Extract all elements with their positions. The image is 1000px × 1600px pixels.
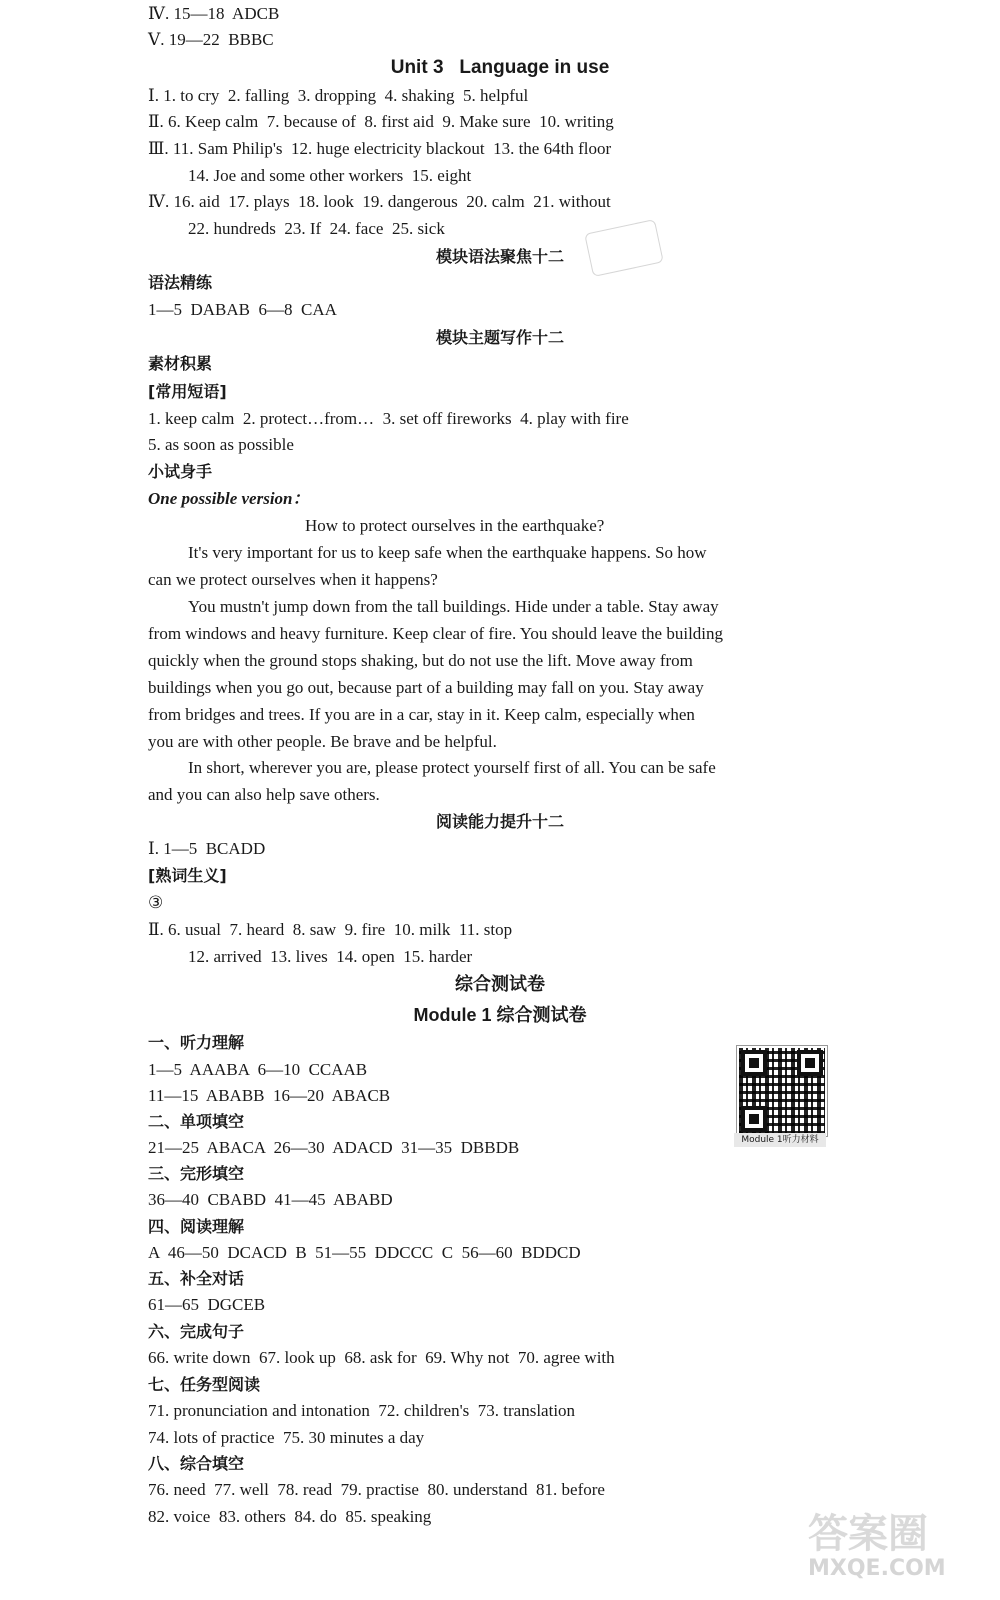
qr-caption: Module 1听力材料 — [734, 1133, 826, 1147]
subsection-heading: 一、听力理解 — [148, 1033, 245, 1052]
subsection-heading: 四、阅读理解 — [148, 1217, 245, 1236]
answer-line: Ⅳ. 16. aid 17. plays 18. look 19. dangerous 20. calm 21. without — [148, 192, 611, 211]
module-title: Module 1 综合测试卷 — [413, 1005, 587, 1025]
answer-line: 74. lots of practice 75. 30 minutes a day — [148, 1428, 425, 1447]
essay-line: you are with other people. Be brave and be helpful. — [148, 732, 497, 751]
subsection-heading: 三、完形填空 — [148, 1164, 245, 1183]
essay-line: It's very important for us to keep safe when the earthquake happens. So how — [188, 543, 707, 562]
answer-line: Ⅰ. 1—5 BCADD — [148, 839, 266, 858]
essay-line: can we protect ourselves when it happens? — [148, 570, 438, 589]
version-label: One possible version： — [148, 489, 310, 508]
subsection-heading: 七、任务型阅读 — [148, 1375, 261, 1394]
answer-line: Ⅰ. 1. to cry 2. falling 3. dropping 4. shaking 5. helpful — [148, 86, 529, 105]
answer-line: 5. as soon as possible — [148, 435, 294, 454]
unit-title: Unit 3 Language in use — [390, 57, 610, 78]
essay-line: buildings when you go out, because part of a building may fall on you. Stay away — [148, 678, 704, 697]
subsection-heading: 六、完成句子 — [148, 1322, 245, 1341]
section-title: 模块主题写作十二 — [435, 328, 564, 347]
essay-line: and you can also help save others. — [148, 785, 380, 804]
answer-line: 22. hundreds 23. If 24. face 25. sick — [188, 219, 445, 238]
circled-number: ③ — [148, 893, 164, 912]
answer-line: 36—40 CBABD 41—45 ABABD — [148, 1190, 393, 1209]
qr-code-icon[interactable] — [737, 1046, 827, 1136]
answer-line: 71. pronunciation and intonation 72. children's 73. translation — [148, 1401, 576, 1420]
watermark-logo: 答案圈 MXQE.COM — [808, 1511, 946, 1581]
answer-line: Ⅱ. 6. usual 7. heard 8. saw 9. fire 10. milk 11. stop — [148, 920, 513, 939]
subsection-heading: 小试身手 — [148, 462, 213, 481]
essay-line: from bridges and trees. If you are in a car, stay in it. Keep calm, especially when — [148, 705, 695, 724]
answer-line: Ⅲ. 11. Sam Philip's 12. huge electricity blackout 13. the 64th floor — [148, 139, 612, 158]
subsection-heading: [常用短语] — [148, 382, 227, 401]
section-title: 阅读能力提升十二 — [435, 812, 564, 831]
answer-line: A 46—50 DCACD B 51—55 DDCCC C 56—60 BDDCD — [148, 1243, 581, 1262]
essay-line: You mustn't jump down from the tall buildings. Hide under a table. Stay away — [188, 597, 719, 616]
essay-line: quickly when the ground stops shaking, but do not use the lift. Move away from — [148, 651, 693, 670]
answer-line: 14. Joe and some other workers 15. eight — [188, 166, 472, 185]
subsection-heading: 五、补全对话 — [148, 1269, 245, 1288]
subsection-heading: [熟词生义] — [148, 866, 227, 885]
subsection-heading: 语法精练 — [148, 273, 213, 292]
essay-line: In short, wherever you are, please protect yourself first of all. You can be safe — [188, 758, 716, 777]
answer-line: 76. need 77. well 78. read 79. practise 80. understand 81. before — [148, 1480, 605, 1499]
subsection-heading: 八、综合填空 — [148, 1454, 245, 1473]
essay-line: from windows and heavy furniture. Keep clear of fire. You should leave the building — [148, 624, 724, 643]
answer-line: 66. write down 67. look up 68. ask for 69. Why not 70. agree with — [148, 1348, 615, 1367]
answer-line: 1. keep calm 2. protect…from… 3. set off fireworks 4. play with fire — [148, 409, 629, 428]
subsection-heading: 二、单项填空 — [148, 1112, 245, 1131]
answer-line: Ⅱ. 6. Keep calm 7. because of 8. first aid 9. Make sure 10. writing — [148, 112, 614, 131]
answer-line: 1—5 DABAB 6—8 CAA — [148, 300, 337, 319]
answer-line: Ⅴ. 19—22 BBBC — [148, 30, 274, 49]
subsection-heading: 素材积累 — [148, 354, 213, 373]
answer-line: 12. arrived 13. lives 14. open 15. harder — [188, 947, 473, 966]
section-title: 模块语法聚焦十二 — [435, 247, 564, 266]
answer-line: 11—15 ABABB 16—20 ABACB — [148, 1086, 391, 1105]
answer-line: 61—65 DGCEB — [148, 1295, 266, 1314]
section-title: 综合测试卷 — [455, 974, 545, 995]
answer-line: 82. voice 83. others 84. do 85. speaking — [148, 1507, 432, 1526]
answer-line: 21—25 ABACA 26—30 ADACD 31—35 DBBDB — [148, 1138, 520, 1157]
answer-line: Ⅳ. 15—18 ADCB — [148, 4, 280, 23]
answer-line: 1—5 AAABA 6—10 CCAAB — [148, 1060, 368, 1079]
essay-title: How to protect ourselves in the earthquake? — [305, 516, 605, 535]
